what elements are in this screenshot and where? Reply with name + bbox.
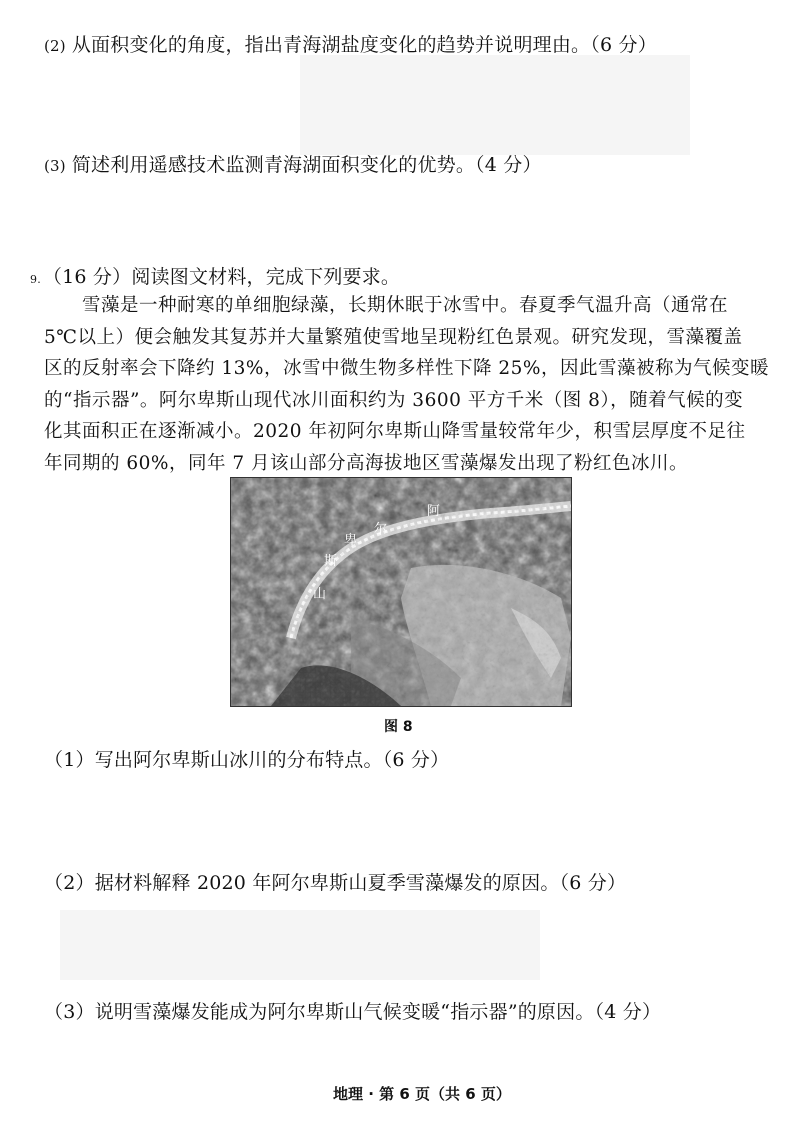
material-line: 的“指示器”。阿尔卑斯山现代冰川面积约为 3600 平方千米（图 8），随着气候的变: [44, 389, 744, 411]
sub-question-2: [44, 868, 626, 895]
question-9-header: [30, 262, 400, 289]
question-number: (2): [44, 37, 66, 55]
material-line: 年同期的 60%，同年 7 月该山部分高海拔地区雪藻爆发出现了粉红色冰川。: [44, 452, 689, 474]
sub-question-1: [44, 745, 449, 772]
question-header: （16 分）阅读图文材料，完成下列要求。: [42, 266, 401, 288]
material-line: 区的反射率会下降约 13%，冰雪中微生物多样性下降 25%，因此雪藻被称为气候变暖: [44, 358, 770, 379]
question-number: （3）: [44, 1001, 95, 1023]
question-number: （2）: [44, 872, 95, 894]
question-number: （1）: [44, 749, 95, 771]
map-label: 斯: [324, 554, 338, 569]
material-paragraph: [44, 290, 770, 479]
sub-question-3: [44, 997, 661, 1024]
page-footer: 地理 · 第 6 页（共 6 页）: [333, 1085, 511, 1103]
figure-caption: 图 8: [384, 719, 413, 735]
material-line: 雪藻是一种耐寒的单细胞绿藻，长期休眠于冰雪中。春夏季气温升高（通常在: [44, 295, 729, 316]
material-line: 化其面积正在逐渐减小。2020 年初阿尔卑斯山降雪量较常年少，积雪层厚度不足往: [44, 421, 746, 442]
question-text: 写出阿尔卑斯山冰川的分布特点。（6 分）: [94, 749, 450, 771]
material-line: 5℃以上）便会触发其复苏并大量繁殖使雪地呈现粉红色景观。研究发现，雪藻覆盖: [44, 326, 743, 348]
question-text: 据材料解释 2020 年阿尔卑斯山夏季雪藻爆发的原因。（6 分）: [94, 872, 627, 894]
question-2-prev: [44, 30, 657, 57]
map-label: 阿: [427, 504, 441, 519]
question-text: 说明雪藻爆发能成为阿尔卑斯山气候变暖“指示器”的原因。（4 分）: [94, 1001, 662, 1023]
question-text: 简述利用遥感技术监测青海湖面积变化的优势。（4 分）: [71, 154, 542, 176]
map-label: 山: [313, 587, 327, 602]
map-label: 卑: [344, 533, 358, 548]
map-label: 尔: [374, 522, 388, 537]
scan-smudge: [300, 55, 690, 155]
alps-satellite-map: [230, 477, 572, 707]
question-text: 从面积变化的角度，指出青海湖盐度变化的趋势并说明理由。（6 分）: [71, 34, 657, 56]
question-number: 9.: [30, 273, 41, 286]
question-number: (3): [44, 157, 66, 175]
question-3-prev: [44, 150, 542, 177]
scan-smudge: [60, 910, 540, 980]
